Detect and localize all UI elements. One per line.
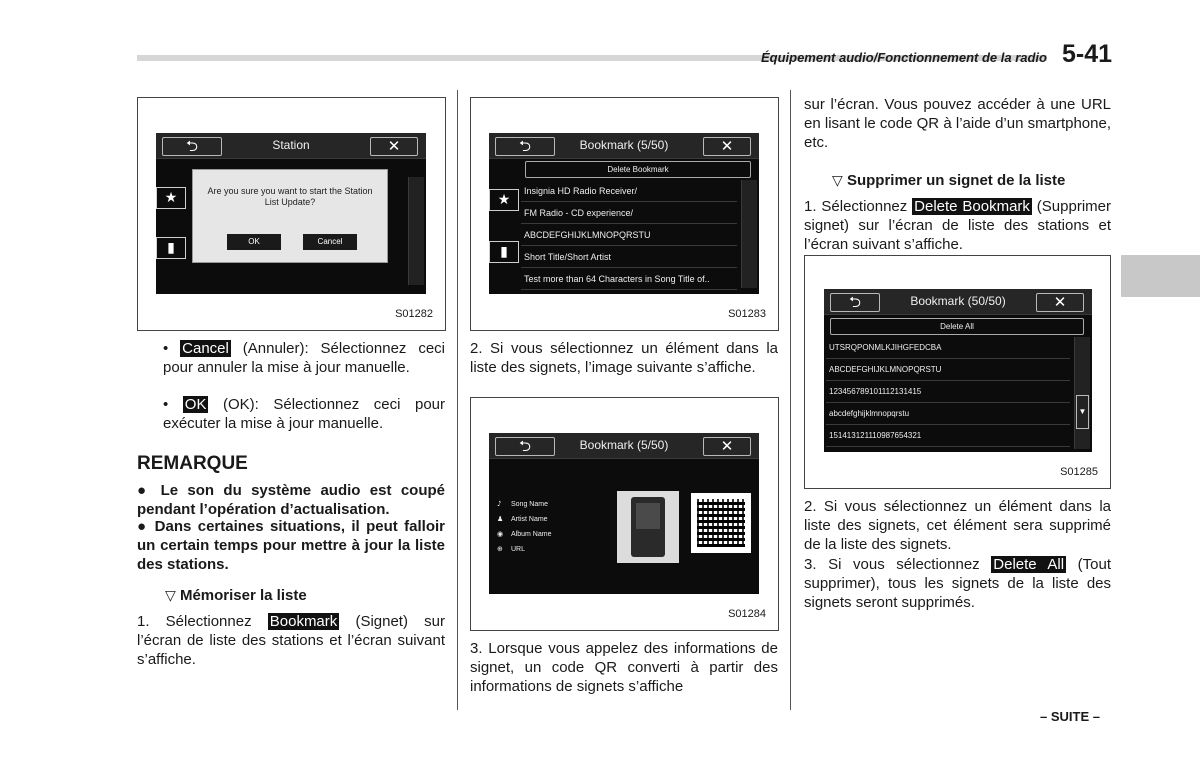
screen-title: Bookmark (5/50): [579, 138, 669, 152]
close-icon[interactable]: ✕: [1036, 293, 1084, 312]
song-row: [497, 497, 551, 512]
close-icon[interactable]: ✕: [370, 137, 418, 156]
bullet-cancel: • Cancel (Annuler): Sélectionnez ceci pour annuler la mise à jour manuelle.: [163, 340, 445, 376]
back-arrow-icon[interactable]: ⮌: [495, 137, 555, 156]
figure-bookmark-detail: [470, 397, 779, 631]
bookmark-icon[interactable]: ▮: [156, 237, 186, 259]
section-heading-text: Supprimer un signet de la liste: [846, 172, 1066, 189]
artist-icon: ♟: [497, 515, 504, 523]
step-text: (Signet) sur l’écran de liste des stations et l’écran suivant s’affiche.: [137, 613, 445, 668]
qr-code: [691, 493, 751, 553]
info-list: [497, 497, 551, 557]
close-icon[interactable]: ✕: [703, 437, 751, 456]
step-3: [804, 555, 1111, 612]
screen: [824, 289, 1092, 452]
remarque-item: ● Dans certaines situations, il peut falloir un certain temps pour mettre à jour la liste des stations.: [137, 518, 445, 573]
album-art: [617, 491, 679, 563]
bullet-cancel-text: (Annuler): Sélectionnez ceci pour annuler la mise à jour manuelle.: [163, 340, 445, 376]
url-label: URL: [511, 546, 526, 553]
scrollbar[interactable]: [1074, 337, 1090, 449]
album-row: [497, 527, 551, 542]
step-text: 3. Si vous sélectionnez: [804, 556, 992, 573]
list-item[interactable]: ABCDEFGHIJKLMNOPQRSTU: [826, 359, 1070, 381]
song-name: Song Name: [511, 501, 548, 508]
step-text: 1. Sélectionnez: [804, 198, 913, 215]
step-3: 3. Lorsque vous appelez des informations de signet, un code QR converti à partir des informations de signets s’affiche: [470, 640, 778, 695]
step-text: (Tout supprimer), tous les signets de la liste des signets seront supprimés.: [804, 556, 1111, 611]
device-image: [631, 497, 665, 557]
step-text: (Supprimer signet) sur l’écran de liste des stations et l’écran suivant s’affiche.: [804, 198, 1111, 253]
ok-key: OK: [184, 396, 207, 413]
triangle-icon: ▽: [165, 588, 176, 604]
section-heading: [832, 171, 1065, 191]
ok-button[interactable]: OK: [227, 234, 281, 250]
artist-row: [497, 512, 551, 527]
list-item[interactable]: UTSRQPONMLKJIHGFEDCBA: [826, 337, 1070, 359]
screen-title: Station: [272, 138, 310, 152]
list-item[interactable]: ABCDEFGHIJKLMNOPQRSTU: [521, 224, 737, 246]
screen: [156, 133, 426, 294]
list-item[interactable]: FM Radio - CD experience/: [521, 202, 737, 224]
figure-code: S01282: [395, 308, 433, 320]
remarque-item: ● Le son du système audio est coupé pendant l’opération d’actualisation.: [137, 482, 445, 518]
back-arrow-icon[interactable]: ⮌: [830, 293, 880, 312]
delete-bookmark-button[interactable]: Delete Bookmark: [525, 161, 751, 178]
step-2: 2. Si vous sélectionnez un élément dans la liste des signets, l’image suivante s’affiche.: [470, 340, 778, 376]
title-bar: [156, 133, 426, 159]
url-row: [497, 542, 551, 557]
music-note-icon: ♪: [497, 500, 502, 508]
continued-text: sur l’écran. Vous pouvez accéder à une URL en lisant le code QR à l’aide d’un smartphone, etc.: [804, 96, 1111, 151]
step-text: 1. Sélectionnez: [137, 613, 268, 630]
remarque-title: REMARQUE: [137, 453, 248, 474]
screen-title: Bookmark (50/50): [910, 294, 1006, 308]
figure-code: S01284: [728, 608, 766, 620]
step-2: 2. Si vous sélectionnez un élément dans la liste des signets, cet élément sera supprimé de la liste des signets.: [804, 498, 1111, 553]
figure-delete-all: [804, 255, 1111, 489]
scrollbar[interactable]: [741, 180, 757, 288]
list-item[interactable]: Insignia HD Radio Receiver/: [521, 180, 737, 202]
album-name: Album Name: [511, 531, 552, 538]
column-divider: [790, 90, 791, 710]
bullet-ok-text: (OK): Sélectionnez ceci pour exécuter la mise à jour manuelle.: [163, 396, 445, 432]
triangle-icon: ▽: [832, 173, 843, 189]
bullet-ok: • OK (OK): Sélectionnez ceci pour exécuter la mise à jour manuelle.: [163, 396, 445, 432]
section-heading-text: Mémoriser la liste: [179, 587, 307, 604]
cancel-key: Cancel: [182, 340, 229, 357]
list-item[interactable]: Test more than 64 Characters in Song Title of..: [521, 268, 737, 290]
delete-bookmark-key: Delete Bookmark: [914, 198, 1030, 215]
screen: [489, 433, 759, 594]
figure-station-update: [137, 97, 446, 331]
bookmark-icon[interactable]: ▮: [489, 241, 519, 263]
cancel-button[interactable]: Cancel: [303, 234, 357, 250]
continued-marker: – SUITE –: [1040, 709, 1100, 724]
list-item[interactable]: Short Title/Short Artist: [521, 246, 737, 268]
dialog: [192, 169, 388, 263]
figure-code: S01285: [1060, 466, 1098, 478]
list-item[interactable]: 151413121110987654321: [826, 425, 1070, 447]
figure-code: S01283: [728, 308, 766, 320]
star-icon[interactable]: ★: [156, 187, 186, 209]
title-bar: [489, 433, 759, 459]
back-arrow-icon[interactable]: ⮌: [495, 437, 555, 456]
star-icon[interactable]: ★: [489, 189, 519, 211]
page-number: 5-41: [1062, 40, 1113, 68]
close-icon[interactable]: ✕: [703, 137, 751, 156]
step-1: [804, 197, 1111, 254]
title-bar: [489, 133, 759, 159]
delete-all-button[interactable]: Delete All: [830, 318, 1084, 335]
artist-name: Artist Name: [511, 516, 548, 523]
screen-title: Bookmark (5/50): [579, 438, 669, 452]
figure-bookmark-list: [470, 97, 779, 331]
list-item[interactable]: abcdefghijklmnopqrstu: [826, 403, 1070, 425]
section-heading: [165, 586, 307, 606]
screen: [489, 133, 759, 294]
remarque-text: Dans certaines situations, il peut falloir un certain temps pour mettre à jour la liste des stations.: [137, 518, 445, 573]
step-1: [137, 612, 445, 669]
globe-icon: ⊕: [497, 545, 503, 553]
title-bar: [824, 289, 1092, 315]
scrollbar[interactable]: [408, 177, 424, 285]
column-divider: [457, 90, 458, 710]
album-icon: ◉: [497, 530, 504, 538]
bookmark-key: Bookmark: [269, 613, 338, 630]
remarque-text: Le son du système audio est coupé pendant l’opération d’actualisation.: [137, 482, 445, 518]
list-item[interactable]: 123456789101112131415: [826, 381, 1070, 403]
section-header-title: Équipement audio/Fonctionnement de la radio: [760, 50, 1047, 65]
chapter-tab: [1121, 255, 1200, 297]
dialog-text: Are you sure you want to start the Station List Update?: [207, 186, 373, 207]
delete-all-key: Delete All: [993, 556, 1065, 573]
scroll-down-icon[interactable]: ▼: [1076, 395, 1089, 429]
back-arrow-icon[interactable]: ⮌: [162, 137, 222, 156]
